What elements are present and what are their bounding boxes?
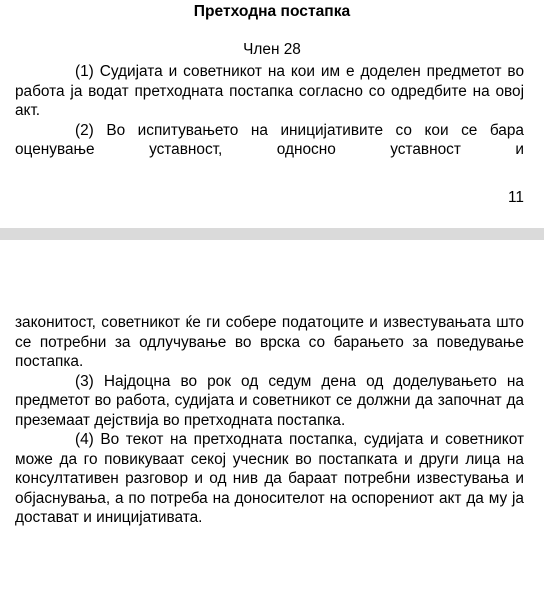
page-number: 11: [508, 189, 524, 206]
page-top: [0, 0, 544, 228]
paragraph-3: (3) Најдоцна во рок од седум дена од доделувањето на предметот во работа, судијата и советникот се должни да започнат да преземаат дејствија во претходната постапка.: [15, 372, 524, 429]
page-separator: [0, 228, 544, 240]
article-number: Член 28: [243, 41, 301, 58]
paragraph-2: (2) Во испитувањето на иницијативите со кои се бара оценување уставност, односно уставност и: [15, 121, 524, 158]
paragraph-1: (1) Судијата и советникот на кои им е доделен предметот во работа ја водат претходната постапка согласно со одредбите на овој акт.: [15, 63, 524, 119]
paragraph-4: (4) Во текот на претходната постапка, судијата и советникот може да го повикуваат секој учесник во постапката и други лица на консултативен разговор и од нив да бараат потребни известувања и објаснувања, а по потреба на доносителот на оспорениот акт да му ја достават и иницијативата.: [15, 431, 524, 526]
page1-text: [15, 62, 524, 160]
section-heading: Претходна постапка: [193, 3, 351, 20]
paragraph-2-continued: законитост, советникот ќе ги собере податоците и известувањата што се потребни за одлучување во врска со барањето за поведување постапка.: [15, 314, 524, 370]
page2-text: [15, 313, 524, 528]
